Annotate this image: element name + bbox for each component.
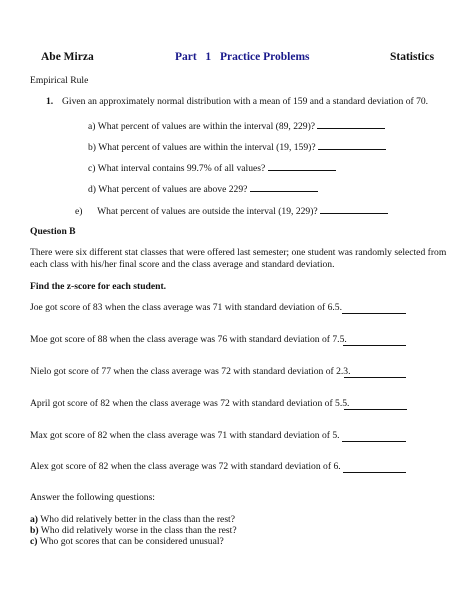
student-joe: Joe got score of 83 when the class average was 71 with standard deviation of 6.5.: [30, 302, 342, 313]
answer-blank[interactable]: [342, 441, 406, 442]
answer-blank[interactable]: [320, 204, 388, 214]
followup-text: Who got scores that can be considered unusual?: [39, 536, 224, 547]
section-heading-empirical: Empirical Rule: [30, 75, 89, 86]
followup-text: Who did relatively worse in the class than the rest?: [40, 525, 237, 536]
subject-label: Statistics: [390, 51, 435, 63]
answer-blank[interactable]: [268, 161, 336, 171]
followup-label: b): [30, 525, 39, 536]
answer-prompt: Answer the following questions:: [30, 492, 155, 503]
item-d: [88, 182, 318, 195]
followup-b: [30, 525, 237, 536]
followup-label: c): [30, 536, 38, 547]
part-word: Part: [175, 51, 197, 63]
item-label: d): [88, 184, 96, 195]
item-e: [75, 204, 388, 217]
answer-blank[interactable]: [342, 313, 406, 314]
followup-c: [30, 536, 224, 547]
item-text: What interval contains 99.7% of all values?: [97, 163, 266, 174]
student-nielo: Nielo got score of 77 when the class average was 72 with standard deviation of 2.3.: [30, 366, 351, 377]
item-text: What percent of values are within the interval (89, 229)?: [97, 121, 316, 132]
item-b: [88, 140, 386, 153]
z-score-instruction: Find the z-score for each student.: [30, 281, 167, 292]
answer-blank[interactable]: [343, 345, 406, 346]
item-text: What percent of values are above 229?: [98, 184, 248, 195]
answer-blank[interactable]: [344, 377, 406, 378]
item-c: [88, 161, 336, 174]
answer-blank[interactable]: [250, 182, 318, 192]
student-april: April got score of 82 when the class average was 72 with standard deviation of 5.5.: [30, 398, 350, 409]
answer-blank[interactable]: [343, 472, 406, 473]
item-a: [88, 119, 385, 132]
question-b-intro-line2: each class with his/her final score and the class average and standard deviation.: [30, 259, 335, 270]
item-text: What percent of values are outside the interval (19, 229)?: [97, 206, 318, 217]
item-label: a): [88, 121, 96, 132]
question-1-text: Given an approximately normal distribution with a mean of 159 and a standard deviation of 70.: [62, 96, 429, 107]
question-1-number: 1.: [46, 96, 54, 107]
question-b-heading: Question B: [30, 226, 76, 237]
followup-text: Who did relatively better in the class than the rest?: [40, 514, 235, 525]
student-alex: Alex got score of 82 when the class average was 72 with standard deviation of 6.: [30, 461, 341, 472]
item-label: b): [88, 142, 96, 153]
item-label: e): [75, 206, 83, 217]
student-max: Max got score of 82 when the class average was 71 with standard deviation of 5.: [30, 430, 340, 441]
answer-blank[interactable]: [318, 140, 386, 150]
followup-label: a): [30, 514, 38, 525]
part-label: [175, 51, 211, 63]
author-name: Abe Mirza: [41, 51, 94, 63]
followup-a: [30, 514, 235, 525]
part-number: 1: [205, 51, 212, 63]
answer-blank[interactable]: [344, 409, 407, 410]
item-label: c): [88, 163, 96, 174]
answer-blank[interactable]: [317, 119, 385, 129]
worksheet-title: Practice Problems: [220, 51, 310, 63]
item-text: What percent of values are within the interval (19, 159)?: [98, 142, 316, 153]
question-b-intro-line1: There were six different stat classes that were offered last semester; one student was randomly selected from: [30, 247, 447, 258]
student-moe: Moe got score of 88 when the class average was 76 with standard deviation of 7.5.: [30, 334, 347, 345]
